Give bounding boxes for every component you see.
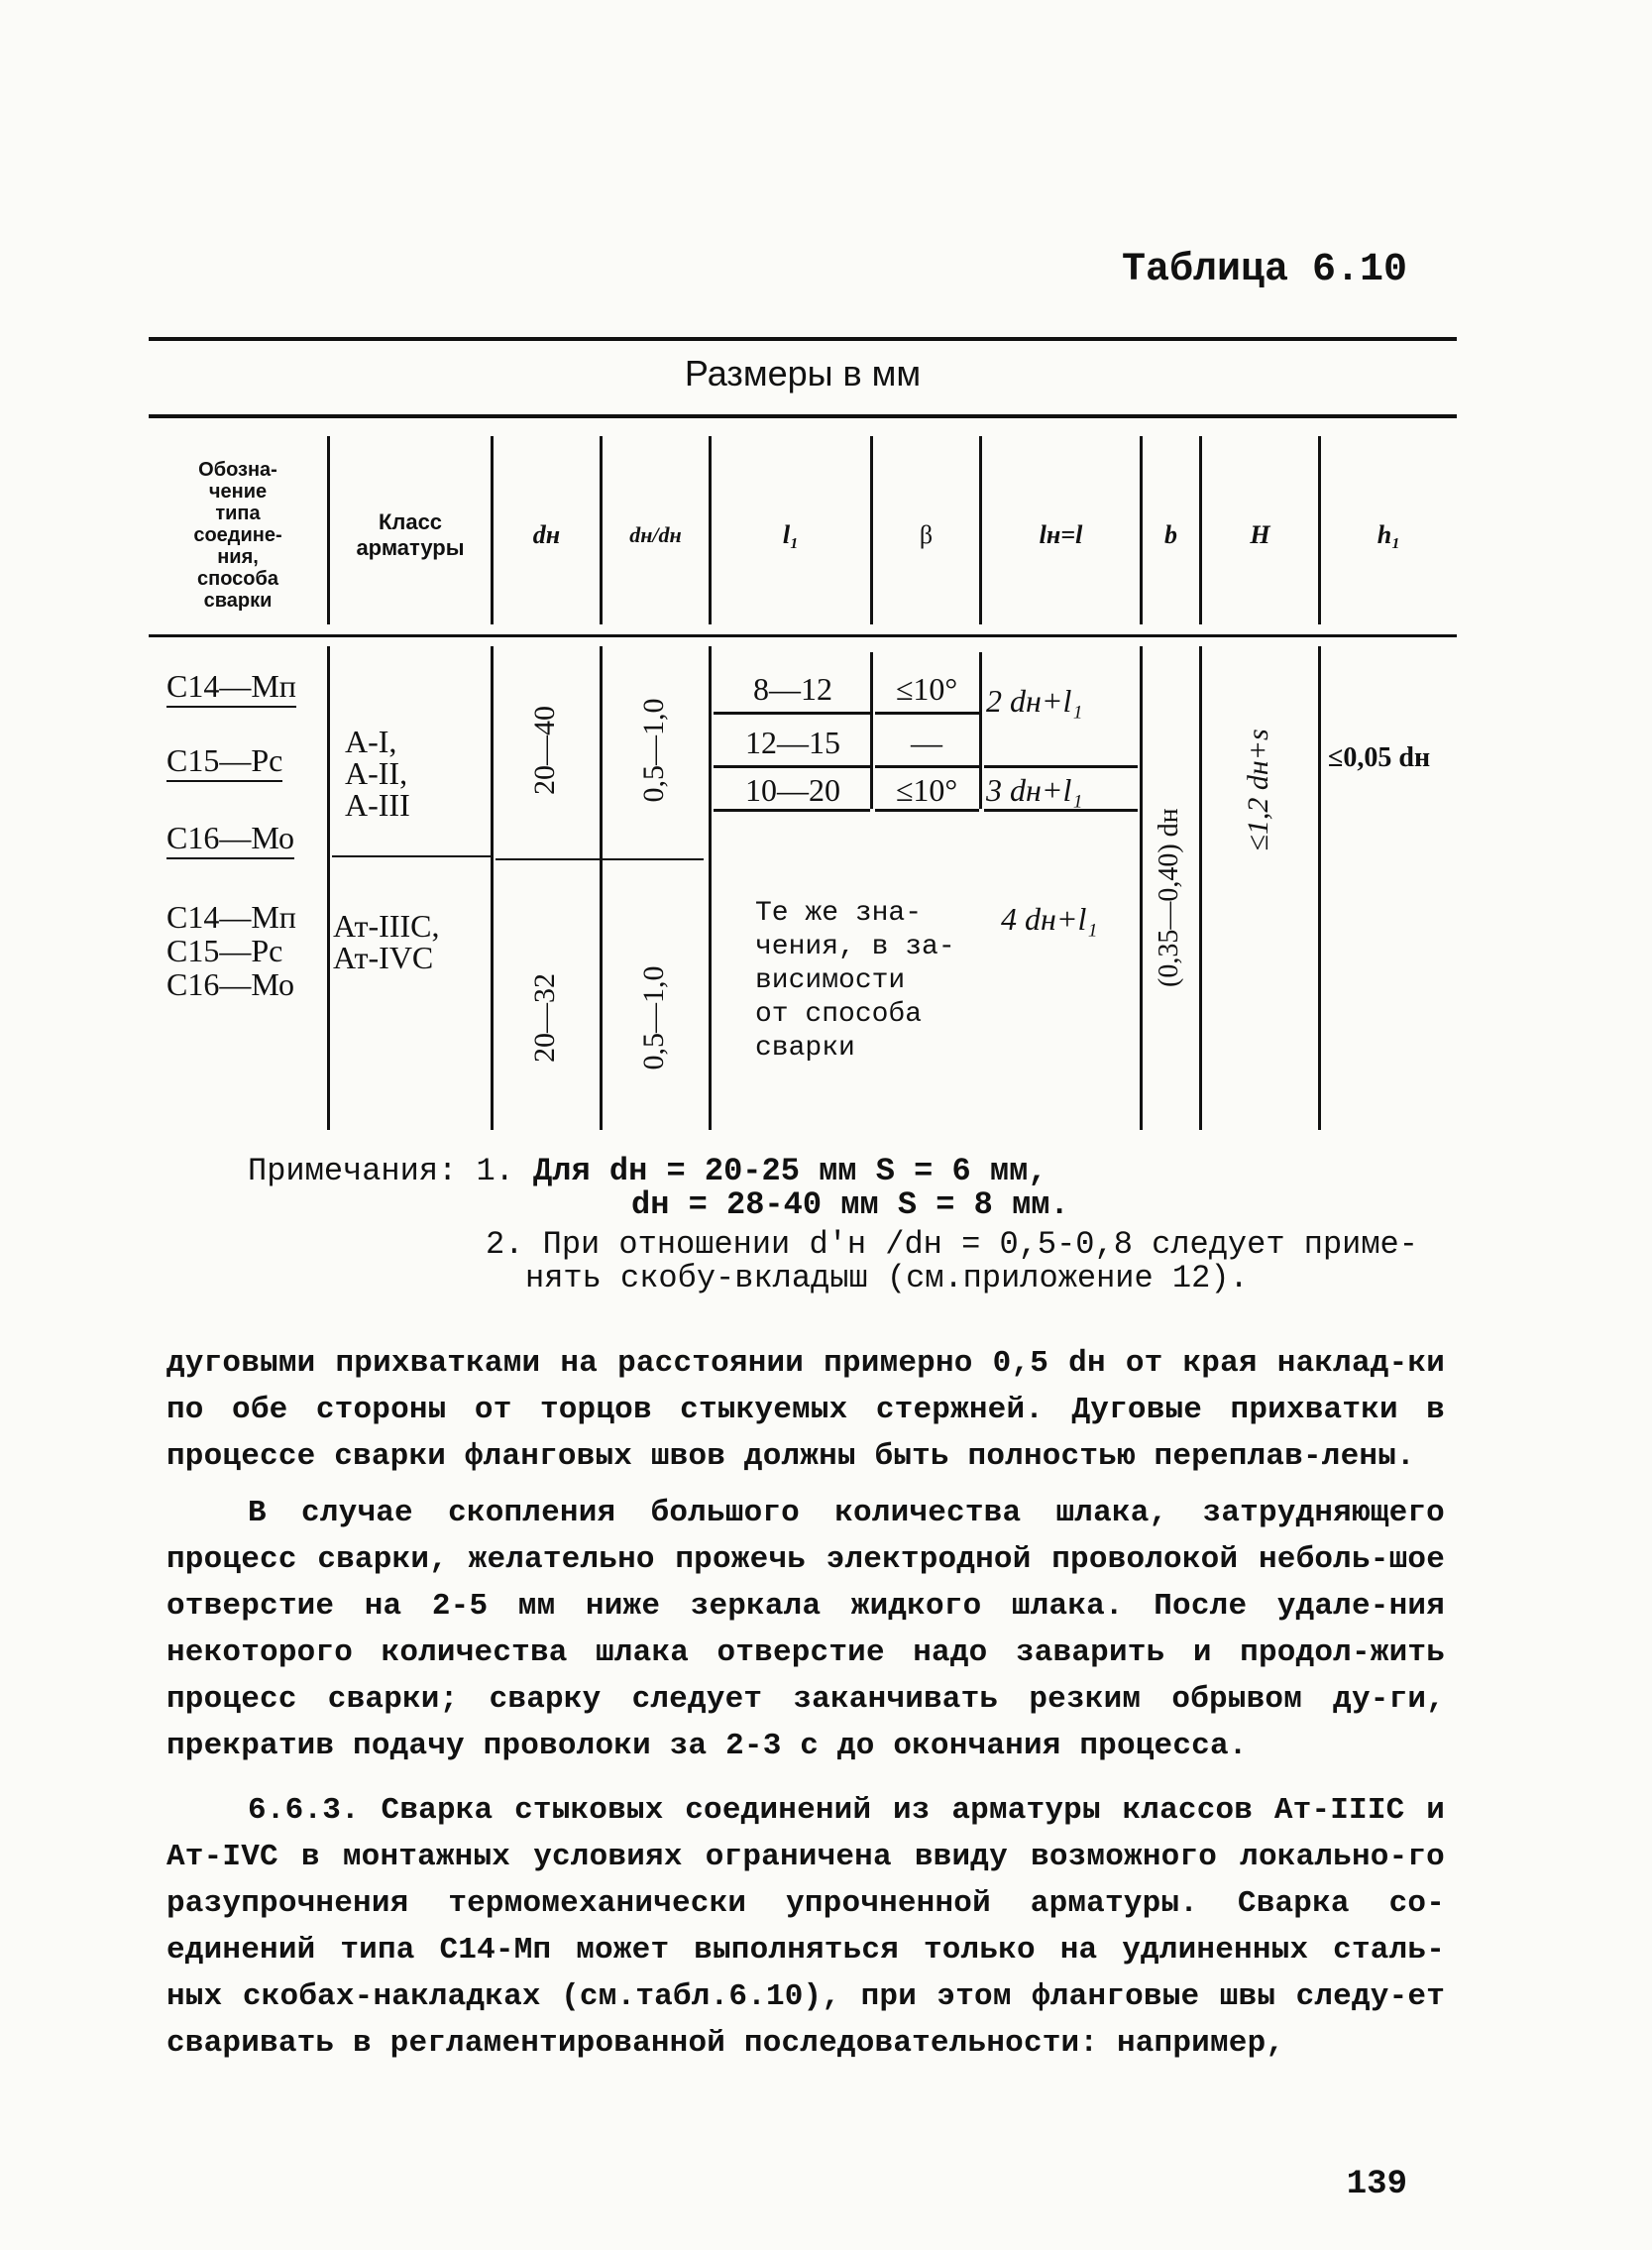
designation-group2: [166, 900, 296, 1001]
b-value: (0,35—0,40) dн: [1154, 808, 1184, 987]
row-separator: [875, 809, 979, 812]
ln-group2: 4 dн+l₁: [1001, 901, 1098, 937]
l1-row2: 12—15: [745, 725, 840, 760]
header-dn: dн: [532, 520, 561, 549]
l1-row3: 10—20: [745, 772, 840, 808]
designation-text: С16—Мо: [166, 820, 294, 859]
header-designation: [149, 436, 327, 634]
header-text: Обозна-: [198, 459, 277, 481]
dn-group2: 20—32: [528, 973, 561, 1063]
header-text: сварки: [203, 590, 273, 612]
col-divider: [979, 652, 982, 809]
paragraph-1: дуговыми прихватками на расстоянии примерно 0,5 dн от края наклад-ки по обе стороны от торцов стыкуемых стержней. Дуговые прихватки в процессе сварки фланговых швов должны быть полностью переплав-лены.: [166, 1346, 1445, 1474]
h1-value: ≤0,05 dн: [1328, 742, 1431, 773]
col-divider: [600, 646, 603, 1130]
note-line: от способа: [755, 999, 923, 1030]
class-text: А-II,: [345, 755, 408, 791]
note-line: чения, в за-: [755, 932, 955, 962]
header-text: типа: [215, 503, 261, 524]
designation-c14: [166, 669, 296, 703]
designation-text: С15—Рс: [166, 742, 282, 782]
beta-row2: —: [911, 725, 942, 760]
units-rule: [149, 414, 1457, 418]
ratio-group1: 0,5—1,0: [637, 698, 670, 803]
row-separator: [875, 765, 979, 768]
class-group1: [345, 726, 410, 821]
header-text: способа: [197, 568, 278, 590]
col-divider: [1199, 646, 1202, 1130]
group-separator: [496, 858, 704, 860]
note-number: 2.: [486, 1226, 524, 1263]
designation-text: С14—Мп: [166, 668, 296, 708]
note-line: Те же зна-: [755, 898, 923, 929]
ln-row1: 2 dн+l₁: [986, 683, 1083, 719]
header-text: Класс: [378, 509, 443, 534]
note-1: [248, 1155, 1437, 1188]
col-divider: [1140, 646, 1143, 1130]
class-text: А-I,: [345, 724, 397, 759]
row-separator: [714, 809, 870, 812]
row-separator: [714, 712, 870, 715]
col-divider: [491, 646, 494, 1130]
header-rule: [149, 634, 1457, 637]
note-line: висимости: [755, 965, 906, 996]
row-separator: [984, 809, 1138, 812]
note-2-continued: нять скобу-вкладыш (см.приложение 12).: [525, 1260, 1249, 1296]
header-l1: l₁: [782, 520, 800, 549]
designation-text: С15—Рс: [166, 933, 283, 968]
table-caption: Таблица 6.10: [1121, 248, 1407, 292]
dn-group1: 20—40: [528, 706, 561, 795]
group-separator: [332, 855, 491, 857]
paragraph-3: 6.6.3. Сварка стыковых соединений из арматуры классов Ат-IIIС и Ат-IVС в монтажных условиях ограничена ввиду возможного локально-го разупрочнения термомеханически упрочненной арматуры. Сварка со-единений типа С14-Мп может выполняться только на удлиненных сталь-ных скобах-накладках (см.табл.6.10), при этом фланговые швы следу-ет сваривать в регламентированной последовательности: например,: [166, 1793, 1445, 2061]
same-values-note: [755, 897, 955, 1066]
note-1-continued: dн = 28-40 мм S = 8 мм.: [631, 1186, 1069, 1223]
header-ratio: dн/dн: [629, 522, 682, 547]
body-text: [166, 1340, 1445, 2077]
header-h1: h₁: [1377, 520, 1401, 549]
header-beta: β: [919, 520, 934, 549]
row-separator: [714, 765, 870, 768]
note-line: сварки: [755, 1033, 855, 1064]
note-text: Для dн = 20-25 мм S = 6 мм,: [533, 1153, 1047, 1189]
note-text: При отношении d'н /dн = 0,5-0,8 следует приме-: [542, 1226, 1418, 1263]
header-text: арматуры: [356, 535, 465, 560]
header-H: H: [1250, 520, 1270, 549]
class-text: Ат-IIIС,: [333, 908, 440, 944]
l1-row1: 8—12: [753, 671, 832, 707]
H-value: ≤1,2 dн+s: [1242, 729, 1274, 851]
ln-row3: 3 dн+l₁: [986, 772, 1083, 808]
header-text: соедине-: [193, 524, 282, 546]
header-b: b: [1164, 520, 1177, 549]
col-divider: [870, 652, 873, 809]
header-text: ния,: [217, 546, 259, 568]
header-ln: lн=l: [1039, 520, 1083, 549]
designation-c15: [166, 743, 282, 777]
class-text: Ат-IVС: [333, 940, 434, 975]
designation-c16: [166, 821, 294, 854]
row-separator: [984, 765, 1138, 768]
col-divider: [709, 646, 712, 1130]
col-divider: [1318, 646, 1321, 1130]
col-divider: [327, 646, 330, 1130]
notes-label: Примечания:: [248, 1153, 458, 1189]
designation-text: С16—Мо: [166, 966, 294, 1002]
dimensions-table: [149, 337, 1467, 1130]
note-2: [248, 1228, 1437, 1262]
beta-row1: ≤10°: [895, 671, 958, 707]
header-text: чение: [208, 481, 268, 503]
table-top-rule: [149, 337, 1457, 341]
row-separator: [875, 712, 979, 715]
class-text: А-III: [345, 787, 410, 823]
note-number: 1.: [476, 1153, 514, 1189]
beta-row3: ≤10°: [895, 772, 958, 808]
ratio-group2: 0,5—1,0: [637, 965, 670, 1070]
class-group2: [333, 910, 439, 973]
header-class: [330, 436, 491, 634]
page-number: 139: [1346, 2166, 1407, 2203]
table-units-label: Размеры в мм: [684, 353, 922, 394]
paragraph-2: В случае скопления большого количества шлака, затрудняющего процесс сварки, желательно прожечь электродной проволокой неболь-шое отверстие на 2-5 мм ниже зеркала жидкого шлака. После удале-ния некоторого количества шлака отверстие надо заварить и продол-жить процесс сварки; сварку следует заканчивать резким обрывом ду-ги, прекратив подачу проволоки за 2-3 с до окончания процесса.: [166, 1496, 1445, 1763]
designation-text: С14—Мп: [166, 899, 296, 935]
table-notes: [248, 1155, 1437, 1295]
